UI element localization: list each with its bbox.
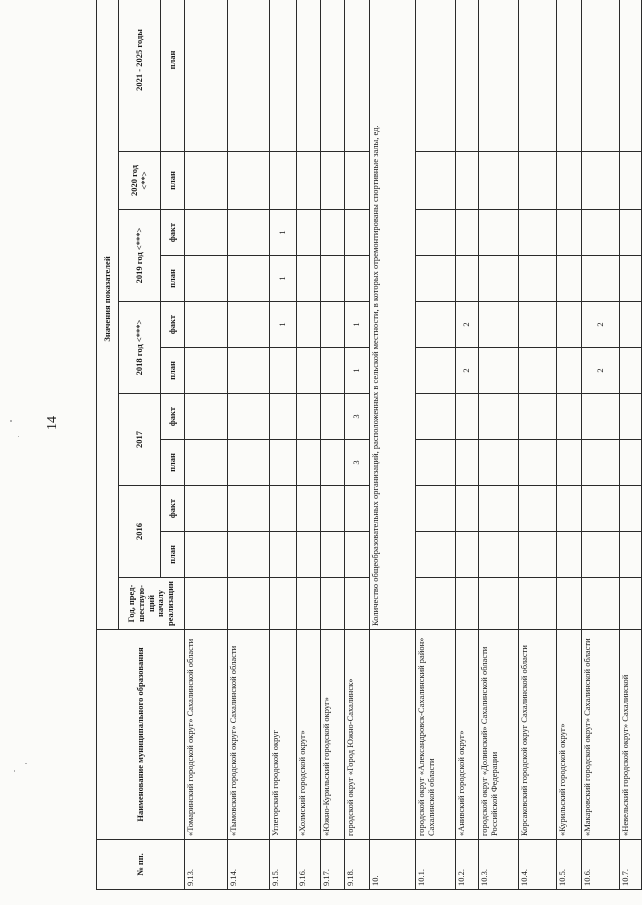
- value-cell: 3: [345, 440, 370, 486]
- value-cell: [228, 440, 270, 486]
- value-cell: [519, 302, 557, 348]
- value-cell: [557, 0, 582, 152]
- row-number: 9.13.: [185, 840, 228, 890]
- row-name: городской округ «Долинский» Сахалинской области Российской Федерации: [479, 630, 519, 840]
- value-cell: [479, 302, 519, 348]
- value-cell: [582, 486, 620, 532]
- header-plan: план: [161, 532, 185, 578]
- header-year-2020: 2020 год <**>: [119, 152, 161, 210]
- value-cell: [228, 486, 270, 532]
- section-10: [370, 0, 416, 890]
- value-cell: [270, 152, 297, 210]
- value-cell: [582, 210, 620, 256]
- value-cell: [297, 394, 321, 440]
- header-base-year: Год, пред-шествую-щий началу реализации: [119, 578, 185, 630]
- row-name: «Невельский городской округ» Сахалинской: [620, 630, 642, 840]
- value-cell: [479, 348, 519, 394]
- header-plan: план: [161, 0, 185, 152]
- row-number: 10.2.: [456, 840, 479, 890]
- row-name: городской округ «Город Южно-Сахалинск»: [345, 630, 370, 840]
- value-cell: [519, 486, 557, 532]
- table-row: [582, 0, 620, 890]
- row-name: «Анивский городской округ»: [456, 630, 479, 840]
- value-cell: [270, 578, 297, 630]
- value-cell: [519, 0, 557, 152]
- row-number: 10.: [370, 840, 416, 890]
- value-cell: [185, 486, 228, 532]
- table-row: [370, 0, 416, 890]
- value-cell: [479, 578, 519, 630]
- value-cell: [321, 440, 345, 486]
- rotated-page: [96, 15, 630, 890]
- value-cell: [228, 302, 270, 348]
- row-name: «Южно-Курильский городской округ»: [321, 630, 345, 840]
- row-number: 10.4.: [519, 840, 557, 890]
- section-title: Количество общеобразовательных организаций, расположенных в сельской местности, в которых отремонтированы спортивные залы, ед.: [370, 0, 416, 630]
- table-body-b: [416, 0, 642, 890]
- value-cell: [321, 210, 345, 256]
- table-row: [321, 0, 345, 890]
- value-cell: [620, 578, 642, 630]
- value-cell: [557, 578, 582, 630]
- header-plan: план: [161, 440, 185, 486]
- table-row: [416, 0, 456, 890]
- indicators-table: [96, 0, 642, 890]
- value-cell: [456, 532, 479, 578]
- value-cell: [456, 486, 479, 532]
- value-cell: [321, 348, 345, 394]
- value-cell: [270, 440, 297, 486]
- value-cell: [321, 0, 345, 152]
- table-row: [519, 0, 557, 890]
- value-cell: [479, 532, 519, 578]
- header-fact: факт: [161, 486, 185, 532]
- value-cell: [297, 440, 321, 486]
- value-cell: [416, 348, 456, 394]
- value-cell: [519, 578, 557, 630]
- row-number: 10.3.: [479, 840, 519, 890]
- value-cell: [228, 256, 270, 302]
- value-cell: 1: [270, 210, 297, 256]
- value-cell: [416, 578, 456, 630]
- value-cell: [228, 152, 270, 210]
- value-cell: [345, 0, 370, 152]
- value-cell: [345, 152, 370, 210]
- value-cell: [456, 394, 479, 440]
- value-cell: [519, 210, 557, 256]
- table-row: [479, 0, 519, 890]
- value-cell: [185, 394, 228, 440]
- value-cell: [185, 302, 228, 348]
- value-cell: [345, 578, 370, 630]
- row-number: 10.6.: [582, 840, 620, 890]
- value-cell: [297, 578, 321, 630]
- value-cell: [519, 532, 557, 578]
- value-cell: [321, 152, 345, 210]
- value-cell: [456, 256, 479, 302]
- header-year-2017: 2017: [119, 394, 161, 486]
- value-cell: [297, 486, 321, 532]
- value-cell: [228, 394, 270, 440]
- value-cell: [297, 256, 321, 302]
- value-cell: [321, 486, 345, 532]
- table-row: [620, 0, 642, 890]
- row-number: 10.7.: [620, 840, 642, 890]
- value-cell: [321, 302, 345, 348]
- page-number: 14: [45, 416, 60, 430]
- row-name: «Томаринский городской округ» Сахалинской области: [185, 630, 228, 840]
- row-name: «Курильский городской округ»: [557, 630, 582, 840]
- value-cell: [416, 152, 456, 210]
- value-cell: [557, 440, 582, 486]
- table-row: [297, 0, 321, 890]
- header-no: № пп.: [97, 840, 185, 890]
- value-cell: [416, 440, 456, 486]
- value-cell: [297, 348, 321, 394]
- row-number: 9.16.: [297, 840, 321, 890]
- value-cell: [557, 394, 582, 440]
- value-cell: 1: [345, 348, 370, 394]
- value-cell: [620, 210, 642, 256]
- value-cell: 1: [345, 302, 370, 348]
- value-cell: [519, 394, 557, 440]
- value-cell: [582, 532, 620, 578]
- value-cell: [185, 348, 228, 394]
- header-year-2021-2025: 2021 - 2025 годы: [119, 0, 161, 152]
- table-row: [456, 0, 479, 890]
- row-number: 9.15.: [270, 840, 297, 890]
- value-cell: 2: [582, 348, 620, 394]
- value-cell: [185, 152, 228, 210]
- value-cell: [557, 348, 582, 394]
- row-name: [370, 630, 416, 840]
- table-row: [557, 0, 582, 890]
- value-cell: [345, 486, 370, 532]
- row-name: Корсаковский городской округ Сахалинской области: [519, 630, 557, 840]
- value-cell: [185, 0, 228, 152]
- value-cell: [321, 532, 345, 578]
- value-cell: 2: [582, 302, 620, 348]
- value-cell: [456, 0, 479, 152]
- row-name: «Холмский городской округ»: [297, 630, 321, 840]
- value-cell: [557, 210, 582, 256]
- header-name: Наименование муниципального образования: [97, 630, 185, 840]
- value-cell: [345, 532, 370, 578]
- value-cell: [185, 440, 228, 486]
- table-row: [270, 0, 297, 890]
- value-cell: [297, 532, 321, 578]
- value-cell: [456, 578, 479, 630]
- value-cell: [557, 256, 582, 302]
- value-cell: [297, 210, 321, 256]
- value-cell: [582, 256, 620, 302]
- value-cell: [557, 152, 582, 210]
- value-cell: [620, 532, 642, 578]
- value-cell: [228, 532, 270, 578]
- value-cell: [321, 256, 345, 302]
- value-cell: [620, 256, 642, 302]
- table-body-a: [185, 0, 370, 890]
- value-cell: [185, 532, 228, 578]
- value-cell: [297, 152, 321, 210]
- value-cell: [519, 348, 557, 394]
- value-cell: [185, 578, 228, 630]
- value-cell: [479, 0, 519, 152]
- value-cell: [297, 0, 321, 152]
- row-number: 9.18.: [345, 840, 370, 890]
- value-cell: [270, 532, 297, 578]
- value-cell: [479, 210, 519, 256]
- value-cell: 1: [270, 302, 297, 348]
- value-cell: [557, 302, 582, 348]
- value-cell: [270, 348, 297, 394]
- value-cell: [620, 152, 642, 210]
- row-name: городской округ «Александровск-Сахалинский район» Сахалинской области: [416, 630, 456, 840]
- value-cell: [270, 0, 297, 152]
- row-number: 10.5.: [557, 840, 582, 890]
- value-cell: [416, 532, 456, 578]
- header-year-2018: 2018 год <***>: [119, 302, 161, 394]
- value-cell: [620, 348, 642, 394]
- table-row: [228, 0, 270, 890]
- row-number: 9.17.: [321, 840, 345, 890]
- header-fact: факт: [161, 210, 185, 256]
- value-cell: [557, 532, 582, 578]
- header-year-2016: 2016: [119, 486, 161, 578]
- header-plan: план: [161, 152, 185, 210]
- value-cell: [479, 256, 519, 302]
- value-cell: [416, 256, 456, 302]
- row-name: «Тымовский городской округ» Сахалинской области: [228, 630, 270, 840]
- header-values-title: Значения показателей: [97, 0, 119, 630]
- value-cell: [416, 486, 456, 532]
- row-number: 9.14.: [228, 840, 270, 890]
- value-cell: [270, 394, 297, 440]
- header-year-2019: 2019 год <***>: [119, 210, 161, 302]
- value-cell: [185, 256, 228, 302]
- value-cell: [582, 394, 620, 440]
- value-cell: [582, 440, 620, 486]
- row-number: 10.1.: [416, 840, 456, 890]
- table-row: [345, 0, 370, 890]
- value-cell: [557, 486, 582, 532]
- value-cell: [228, 0, 270, 152]
- value-cell: 1: [270, 256, 297, 302]
- value-cell: [456, 210, 479, 256]
- value-cell: [479, 152, 519, 210]
- table-row: [185, 0, 228, 890]
- value-cell: [270, 486, 297, 532]
- value-cell: [582, 152, 620, 210]
- value-cell: [228, 210, 270, 256]
- value-cell: [519, 256, 557, 302]
- value-cell: [620, 0, 642, 152]
- header-plan: план: [161, 256, 185, 302]
- value-cell: [456, 152, 479, 210]
- value-cell: 3: [345, 394, 370, 440]
- value-cell: [345, 256, 370, 302]
- value-cell: [228, 578, 270, 630]
- value-cell: [479, 394, 519, 440]
- value-cell: [582, 578, 620, 630]
- value-cell: [416, 302, 456, 348]
- value-cell: [185, 210, 228, 256]
- header-fact: факт: [161, 302, 185, 348]
- value-cell: [519, 440, 557, 486]
- value-cell: [479, 440, 519, 486]
- value-cell: [479, 486, 519, 532]
- value-cell: [456, 440, 479, 486]
- value-cell: [321, 578, 345, 630]
- value-cell: [416, 394, 456, 440]
- value-cell: [297, 302, 321, 348]
- value-cell: [345, 210, 370, 256]
- value-cell: [416, 0, 456, 152]
- value-cell: [519, 152, 557, 210]
- value-cell: [620, 440, 642, 486]
- value-cell: [620, 486, 642, 532]
- table-frame: [96, 15, 630, 890]
- value-cell: [582, 0, 620, 152]
- row-name: «Макаровский городской округ» Сахалинской области: [582, 630, 620, 840]
- header-fact: факт: [161, 394, 185, 440]
- value-cell: [416, 210, 456, 256]
- value-cell: 2: [456, 302, 479, 348]
- value-cell: 2: [456, 348, 479, 394]
- value-cell: [620, 302, 642, 348]
- value-cell: [228, 348, 270, 394]
- row-name: Углегорский городской округ: [270, 630, 297, 840]
- header-plan: план: [161, 348, 185, 394]
- value-cell: [321, 394, 345, 440]
- value-cell: [620, 394, 642, 440]
